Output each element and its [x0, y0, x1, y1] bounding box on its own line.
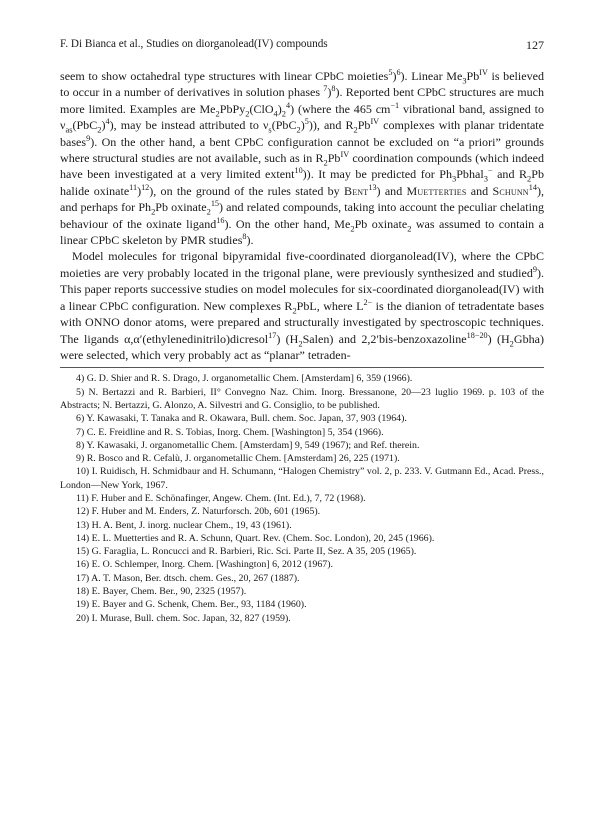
footnote-item — [60, 412, 544, 425]
footnote-number: 11) — [76, 492, 92, 504]
running-head-title: F. Di Bianca et al., Studies on diorganolead(IV) compounds — [60, 38, 328, 50]
article-body — [60, 68, 544, 363]
footnote-text: N. Bertazzi and R. Barbieri, II° Convegno Naz. Chim. Inorg. Bressanone, 20—23 luglio 1969. p. 103 of the Abstracts; N. Bertazzi, G. Alonzo, A. Silvestri and G. Consiglio, to be published. — [60, 386, 544, 411]
footnote-rule — [60, 367, 544, 368]
footnote-item — [60, 585, 544, 598]
footnote-item — [60, 505, 544, 518]
footnote-item — [60, 519, 544, 532]
footnote-item — [60, 465, 544, 492]
footnote-number: 20) — [76, 612, 92, 624]
footnote-item — [60, 532, 544, 545]
footnote-number: 10) — [76, 466, 92, 478]
footnote-number: 6) — [76, 413, 87, 425]
footnote-number: 17) — [76, 572, 92, 584]
footnote-text: E. Bayer, Chem. Ber., 90, 2325 (1957). — [91, 586, 247, 598]
footnotes — [60, 372, 544, 625]
footnote-number: 7) — [76, 426, 87, 438]
footnote-number: 9) — [76, 453, 87, 465]
footnote-number: 12) — [76, 506, 92, 518]
footnote-text: Y. Kawasaki, J. organometallic Chem. [Amsterdam] 9, 549 (1967); and Ref. therein. — [86, 439, 420, 451]
footnote-item — [60, 452, 544, 465]
footnote-text: A. T. Mason, Ber. dtsch. chem. Ges., 20, 267 (1887). — [91, 572, 300, 584]
footnote-text: I. Ruidisch, H. Schmidbaur and H. Schumann, “Halogen Chemistry” vol. 2, p. 233. V. Gutmann Ed., Acad. Press., London—New York, 1967. — [60, 466, 544, 491]
paragraph-1: seem to show octahedral type structures with linear CPbC moieties$^5$)$^6$). Linear $Me_3Pb^{IV}$ is believed to occur in a number of derivatives in solution phases $^7$)$^8$). Reported bent CPbC structures are much more limited. Examples are $Me_2PbPy_2(ClO_4)_2^4$) (where the 465 $cm^{-1}$ vibrational band, assigned to $\nu_{as}(PbC_2)^4$), may be instead attributed to $\nu_s(PbC_2)^5$)), and $R_2Pb^{IV}$ complexes with planar tridentate bases$^9$). On the other hand, a bent CPbC configuration cannot be excluded on “a priori” grounds where structural studies are not available, such as in $R_2Pb^{IV}$ coordination compounds (which indeed have been investigated at a very limited extent$^{10}$)). It may be predicted for $Ph_3Pbhal_3^-$ and $R_2Pb$ halide oxinate$^{11}$)$^{12}$), on the ground of the rules stated by Bent$^{13}$) and Muetterties and Schunn$^{14}$), and perhaps for $Ph_2Pb$ oxinate$_2^{15}$) and related compounds, taking into account the peculiar chelating behaviour of the oxinate ligand$^{16}$). On the other hand, $Me_2Pb$ oxinate$_2$ was assumed to contain a linear CPbC skeleton by PMR studies$^8$). — [60, 67, 545, 248]
footnote-item — [60, 545, 544, 558]
footnote-text: F. Huber and E. Schönafinger, Angew. Chem. (Int. Ed.), 7, 72 (1968). — [91, 492, 366, 504]
footnote-item — [60, 558, 544, 571]
footnote-number: 16) — [76, 559, 92, 571]
footnote-number: 13) — [76, 519, 92, 531]
footnote-number: 15) — [76, 546, 92, 558]
footnote-number: 18) — [76, 586, 92, 598]
running-header — [60, 38, 544, 56]
footnote-text: E. Bayer and G. Schenk, Chem. Ber., 93, 1184 (1960). — [91, 599, 307, 611]
footnote-item — [60, 572, 544, 585]
footnote-text: G. Faraglia, L. Roncucci and R. Barbieri, Ric. Sci. Parte II, Sez. A 35, 205 (1965). — [91, 546, 417, 558]
footnote-item — [60, 439, 544, 452]
footnote-text: F. Huber and M. Enders, Z. Naturforsch. 20b, 601 (1965). — [91, 506, 321, 518]
footnote-item — [60, 492, 544, 505]
footnote-text: E. L. Muetterties and R. A. Schunn, Quart. Rev. (Chem. Soc. London), 20, 245 (1966). — [91, 532, 435, 544]
footnote-text: Y. Kawasaki, T. Tanaka and R. Okawara, Bull. chem. Soc. Japan, 37, 903 (1964). — [86, 413, 407, 425]
footnote-text: G. D. Shier and R. S. Drago, J. organometallic Chem. [Amsterdam] 6, 359 (1966). — [86, 373, 413, 385]
footnote-number: 5) — [76, 386, 89, 398]
page — [60, 38, 544, 625]
footnote-text: I. Murase, Bull. chem. Soc. Japan, 32, 827 (1959). — [91, 612, 291, 624]
footnote-item — [60, 386, 544, 413]
footnote-text: R. Bosco and R. Cefalù, J. organometallic Chem. [Amsterdam] 26, 225 (1971). — [86, 453, 400, 465]
footnote-item — [60, 598, 544, 611]
footnote-text: H. A. Bent, J. inorg. nuclear Chem., 19, 43 (1961). — [91, 519, 292, 531]
footnote-item — [60, 612, 544, 625]
footnote-item — [60, 426, 544, 439]
footnote-number: 8) — [76, 439, 87, 451]
footnote-text: C. E. Freidline and R. S. Tobias, Inorg. Chem. [Washington] 5, 354 (1966). — [86, 426, 384, 438]
footnote-number: 4) — [76, 373, 87, 385]
footnote-number: 14) — [76, 532, 92, 544]
page-number: 127 — [526, 38, 544, 52]
footnote-item — [60, 372, 544, 385]
footnote-text: E. O. Schlemper, Inorg. Chem. [Washington] 6, 2012 (1967). — [91, 559, 333, 571]
footnote-number: 19) — [76, 599, 92, 611]
paragraph-2: Model molecules for trigonal bipyramidal five-coordinated diorganolead(IV), where the CPbC moieties are very probably located in the trigonal plane, were previously synthesized and studied$^9$). This paper reports successive studies on model molecules for six-coordinated diorganolead(IV) with a linear CPbC configuration. New complexes $R_2PbL$, where $L^{2-}$ is the dianion of tetradentate bases with ONNO donor atoms, were prepared and structurally investigated by spectroscopic techniques. The ligands α,α′(ethylenedinitrilo)dicresol$^{17}$) $(H_2Salen)$ and 2,2′bis-benzoxazoline$^{18-20}$) $(H_2Gbha)$ were selected, which very probably act as “planar” tetraden- — [60, 249, 545, 362]
